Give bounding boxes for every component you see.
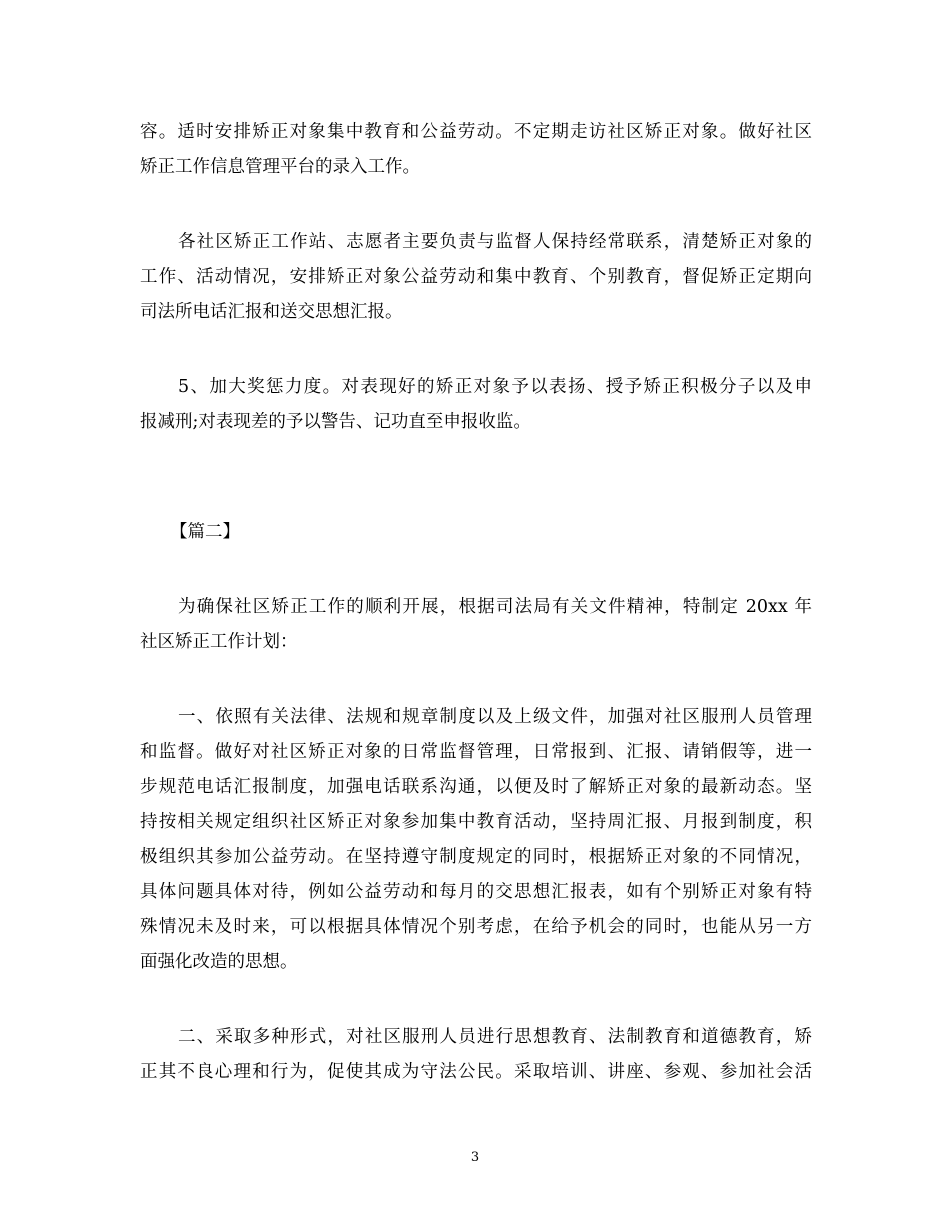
section-heading: 【篇二】 [170, 522, 240, 542]
paragraph-3-line-1: 5、加大奖惩力度。对表现好的矫正对象予以表扬、授予矫正积极分子以及申 [178, 377, 812, 397]
paragraph-6-line-2: 和监督。做好对社区矫正对象的日常监督管理，日常报到、汇报、请销假等，进一 [140, 742, 812, 762]
paragraph-6-line-5: 极组织其参加公益劳动。在坚持遵守制度规定的同时，根据矫正对象的不同情况， [140, 847, 812, 867]
paragraph-6-line-3: 步规范电话汇报制度，加强电话联系沟通，以便及时了解矫正对象的最新动态。坚 [140, 777, 812, 797]
page-number: 3 [470, 1150, 480, 1165]
paragraph-2-line-3: 司法所电话汇报和送交思想汇报。 [140, 302, 403, 322]
paragraph-6-line-8: 面强化改造的思想。 [140, 952, 298, 972]
paragraph-6-line-7: 殊情况未及时来，可以根据具体情况个别考虑，在给予机会的同时，也能从另一方 [140, 917, 812, 937]
paragraph-5-line-1: 为确保社区矫正工作的顺利开展，根据司法局有关文件精神，特制定 20xx 年 [178, 597, 812, 617]
paragraph-6-line-1: 一、依照有关法律、法规和规章制度以及上级文件，加强对社区服刑人员管理 [178, 707, 812, 727]
paragraph-1-line-1: 容。适时安排矫正对象集中教育和公益劳动。不定期走访社区矫正对象。做好社区 [140, 122, 812, 142]
paragraph-2-line-1: 各社区矫正工作站、志愿者主要负责与监督人保持经常联系，清楚矫正对象的 [178, 232, 812, 252]
paragraph-3-line-2: 报减刑;对表现差的予以警告、记功直至申报收监。 [140, 412, 531, 432]
paragraph-1-line-2: 矫正工作信息管理平台的录入工作。 [140, 157, 420, 177]
paragraph-6-line-6: 具体问题具体对待，例如公益劳动和每月的交思想汇报表，如有个别矫正对象有特 [140, 882, 812, 902]
paragraph-2-line-2: 工作、活动情况，安排矫正对象公益劳动和集中教育、个别教育，督促矫正定期向 [140, 267, 812, 287]
paragraph-5-line-2: 社区矫正工作计划： [140, 632, 298, 652]
paragraph-7-line-2: 正其不良心理和行为，促使其成为守法公民。采取培训、讲座、参观、参加社会活 [140, 1062, 812, 1082]
paragraph-7-line-1: 二、采取多种形式，对社区服刑人员进行思想教育、法制教育和道德教育，矫 [178, 1027, 812, 1047]
paragraph-6-line-4: 持按相关规定组织社区矫正对象参加集中教育活动，坚持周汇报、月报到制度，积 [140, 812, 812, 832]
